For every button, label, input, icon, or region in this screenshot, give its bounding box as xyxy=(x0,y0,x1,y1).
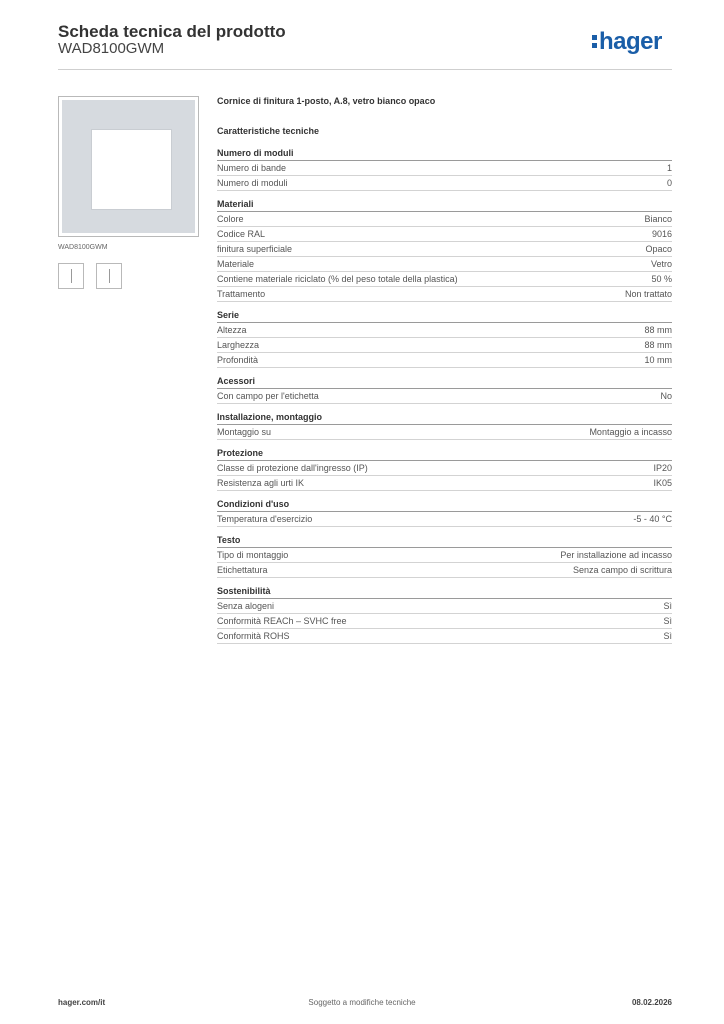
spec-row xyxy=(217,242,672,257)
spec-label: Colore xyxy=(217,214,244,224)
spec-value: Bianco xyxy=(644,214,672,224)
spec-row xyxy=(217,257,672,272)
spec-value: Sì xyxy=(663,601,672,611)
spec-row xyxy=(217,461,672,476)
spec-value: Vetro xyxy=(650,259,672,269)
spec-section xyxy=(217,498,672,527)
image-caption: WAD8100GWM xyxy=(58,244,108,251)
spec-row xyxy=(217,599,672,614)
spec-section xyxy=(217,198,672,302)
spec-value: Montaggio a incasso xyxy=(589,427,672,437)
spec-label: Materiale xyxy=(217,259,255,269)
section-title: Serie xyxy=(217,309,672,323)
spec-label: Senza alogeni xyxy=(217,601,275,611)
spec-value: Senza campo di scrittura xyxy=(572,565,672,575)
spec-row xyxy=(217,425,672,440)
spec-row xyxy=(217,338,672,353)
spec-value: 0 xyxy=(666,178,672,188)
section-title: Protezione xyxy=(217,447,672,461)
spec-value: Sì xyxy=(663,616,672,626)
spec-label: Resistenza agli urti IK xyxy=(217,478,305,488)
spec-value: 88 mm xyxy=(644,340,672,350)
spec-row xyxy=(217,389,672,404)
product-code: WAD8100GWM xyxy=(58,40,165,57)
spec-row xyxy=(217,353,672,368)
spec-value: 50 % xyxy=(651,274,672,284)
spec-label: Temperatura d'esercizio xyxy=(217,514,313,524)
product-image xyxy=(58,96,199,237)
logo-dots-icon xyxy=(592,33,598,49)
spec-value: 10 mm xyxy=(644,355,672,365)
spec-label: Montaggio su xyxy=(217,427,272,437)
spec-section xyxy=(217,147,672,191)
spec-value: Sì xyxy=(663,631,672,641)
section-title: Numero di moduli xyxy=(217,147,672,161)
spec-row xyxy=(217,176,672,191)
spec-section xyxy=(217,447,672,491)
header-divider xyxy=(58,69,672,70)
spec-label: Conformità ROHS xyxy=(217,631,290,641)
spec-row xyxy=(217,614,672,629)
spec-value: 88 mm xyxy=(644,325,672,335)
spec-label: Classe di protezione dall'ingresso (IP) xyxy=(217,463,368,473)
spec-label: Tipo di montaggio xyxy=(217,550,289,560)
footer-note: Soggetto a modifiche tecniche xyxy=(308,998,416,1007)
spec-label: Numero di bande xyxy=(217,163,287,173)
section-title: Materiali xyxy=(217,198,672,212)
spec-value: 9016 xyxy=(651,229,672,239)
spec-label: Conformità REACh – SVHC free xyxy=(217,616,347,626)
spec-row xyxy=(217,323,672,338)
section-title: Installazione, montaggio xyxy=(217,411,672,425)
spec-section xyxy=(217,411,672,440)
spec-label: Numero di moduli xyxy=(217,178,288,188)
spec-row xyxy=(217,212,672,227)
section-title: Acessori xyxy=(217,375,672,389)
spec-label: Altezza xyxy=(217,325,247,335)
spec-label: finitura superficiale xyxy=(217,244,293,254)
section-title: Sostenibilità xyxy=(217,585,672,599)
spec-label: Profondità xyxy=(217,355,259,365)
spec-row xyxy=(217,476,672,491)
spec-value: -5 - 40 °C xyxy=(633,514,672,524)
spec-value: Non trattato xyxy=(624,289,672,299)
spec-row xyxy=(217,563,672,578)
spec-value: Opaco xyxy=(645,244,672,254)
thumbnail-2[interactable] xyxy=(96,263,122,289)
spec-label: Trattamento xyxy=(217,289,266,299)
page-title: Scheda tecnica del prodotto xyxy=(58,22,286,41)
hager-logo xyxy=(592,28,662,56)
spec-row xyxy=(217,227,672,242)
product-description: Cornice di finitura 1-posto, A.8, vetro bianco opaco xyxy=(217,96,436,106)
spec-section xyxy=(217,309,672,368)
spec-label: Larghezza xyxy=(217,340,260,350)
spec-label: Codice RAL xyxy=(217,229,266,239)
spec-sections xyxy=(217,147,672,644)
spec-value: No xyxy=(660,391,672,401)
spec-value: IP20 xyxy=(653,463,672,473)
spec-row xyxy=(217,548,672,563)
specs-title: Caratteristiche tecniche xyxy=(217,126,320,136)
spec-section xyxy=(217,534,672,578)
spec-row xyxy=(217,272,672,287)
thumbnail-1[interactable] xyxy=(58,263,84,289)
spec-label: Etichettatura xyxy=(217,565,268,575)
footer-website[interactable]: hager.com/it xyxy=(58,998,106,1007)
spec-value: Per installazione ad incasso xyxy=(560,550,672,560)
spec-section xyxy=(217,585,672,644)
logo-text: hager xyxy=(599,28,662,55)
spec-value: IK05 xyxy=(653,478,672,488)
spec-row xyxy=(217,629,672,644)
spec-row xyxy=(217,161,672,176)
section-title: Testo xyxy=(217,534,672,548)
section-title: Condizioni d'uso xyxy=(217,498,672,512)
spec-label: Contiene materiale riciclato (% del peso totale della plastica) xyxy=(217,274,458,284)
spec-label: Con campo per l'etichetta xyxy=(217,391,319,401)
spec-section xyxy=(217,375,672,404)
spec-value: 1 xyxy=(666,163,672,173)
spec-row xyxy=(217,512,672,527)
frame-image-icon xyxy=(62,100,195,233)
spec-row xyxy=(217,287,672,302)
footer-date: 08.02.2026 xyxy=(631,998,672,1007)
spec-content xyxy=(217,96,672,651)
